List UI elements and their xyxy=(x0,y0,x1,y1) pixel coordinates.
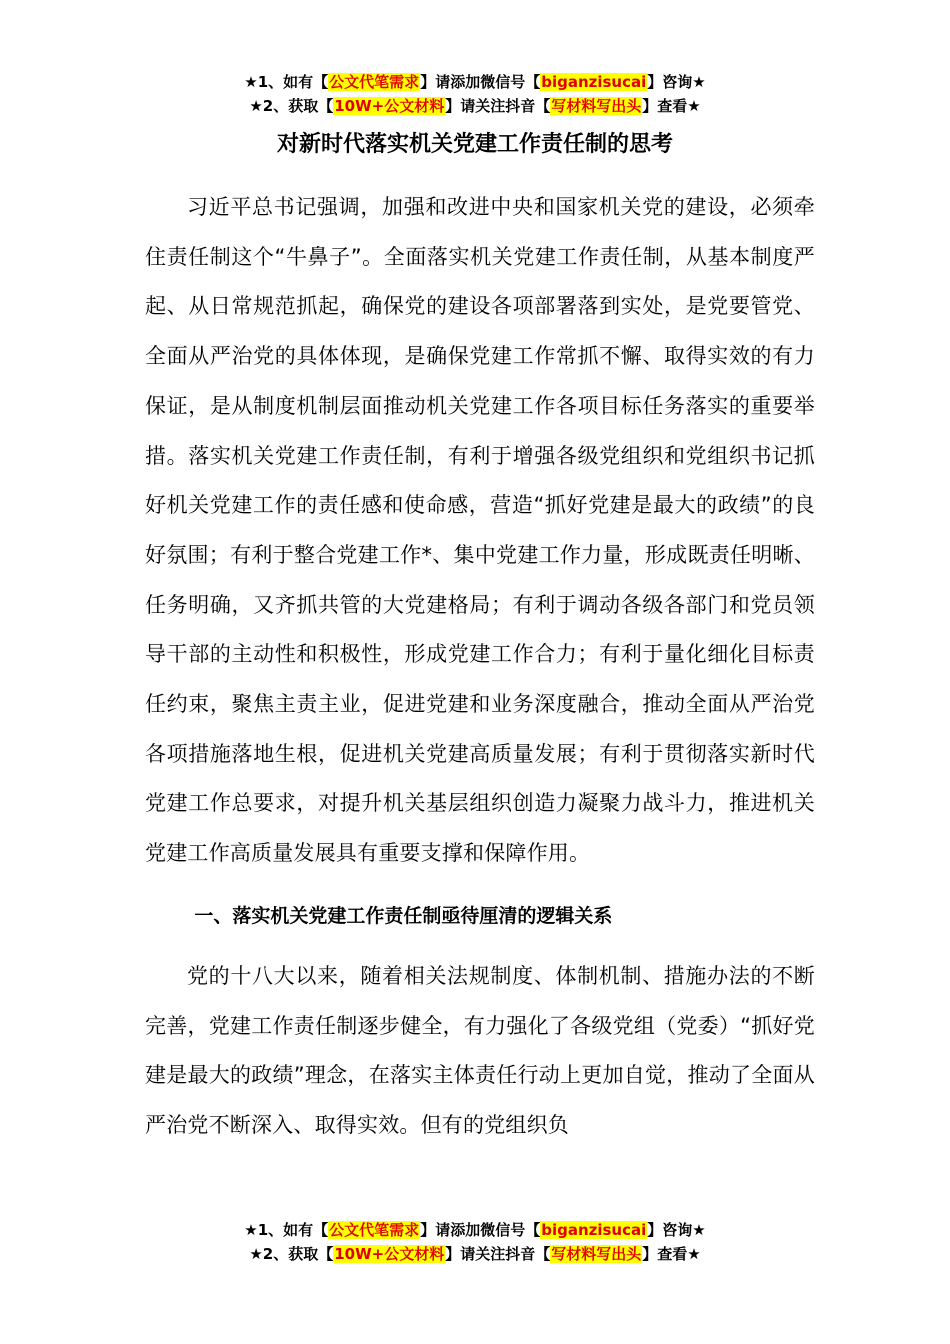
banner-line-2 xyxy=(0,94,950,118)
paragraph-intro: 习近平总书记强调，加强和改进中央和国家机关党的建设，必须牵住责任制这个“牛鼻子”。全面落实机关党建工作责任制，从基本制度严起、从日常规范抓起，确保党的建设各项部署落到实处，是党要管党、全面从严治党的具体体现，是确保党建工作常抓不懈、取得实效的有力保证，是从制度机制层面推动机关党建工作各项目标任务落实的重要举措。落实机关党建工作责任制，有利于增强各级党组织和党组织书记抓好机关党建工作的责任感和使命感，营造“抓好党建是最大的政绩”的良好氛围；有利于整合党建工作*、集中党建工作力量，形成既责任明晰、任务明确，又齐抓共管的大党建格局；有利于调动各级各部门和党员领导干部的主动性和积极性，形成党建工作合力；有利于量化细化目标责任约束，聚焦主责主业，促进党建和业务深度融合，推动全面从严治党各项措施落地生根，促进机关党建高质量发展；有利于贯彻落实新时代党建工作总要求，对提升机关基层组织创造力凝聚力战斗力，推进机关党建工作高质量发展具有重要支撑和保障作用。 xyxy=(145,195,815,866)
banner-line-1 xyxy=(0,1218,950,1242)
banner-text: 】咨询★ xyxy=(647,1221,706,1239)
banner-text: 】查看★ xyxy=(642,97,701,115)
footer-banner xyxy=(0,1218,950,1266)
paragraph-section-1: 党的十八大以来，随着相关法规制度、体制机制、措施办法的不断完善，党建工作责任制逐步健全，有力强化了各级党组（党委）“抓好党建是最大的政绩”理念，在落实主体责任行动上更加自觉，推动了全面从严治党不断深入、取得实效。但有的党组织负 xyxy=(145,963,815,1137)
banner-text: 】查看★ xyxy=(642,1245,701,1263)
banner-line-2 xyxy=(0,1242,950,1266)
highlight-douyin-id: 写材料写出头 xyxy=(551,97,642,115)
highlight-text: 10W+公文材料 xyxy=(334,97,445,115)
banner-text: 】请添加微信号【 xyxy=(420,1221,541,1239)
highlight-text: 10W+公文材料 xyxy=(334,1245,445,1263)
highlight-text: 公文代笔需求 xyxy=(329,73,420,91)
highlight-text: 公文代笔需求 xyxy=(329,1221,420,1239)
document-title: 对新时代落实机关党建工作责任制的思考 xyxy=(276,132,673,157)
highlight-wechat-id: biganzisucai xyxy=(541,1221,647,1239)
banner-text: 】请关注抖音【 xyxy=(445,97,551,115)
highlight-wechat-id: biganzisucai xyxy=(541,73,647,91)
banner-text: 】请添加微信号【 xyxy=(420,73,541,91)
banner-text: ★1、如有【 xyxy=(244,73,329,91)
banner-text: ★2、获取【 xyxy=(249,97,334,115)
banner-text: 】咨询★ xyxy=(647,73,706,91)
banner-text: 】请关注抖音【 xyxy=(445,1245,551,1263)
header-banner xyxy=(0,70,950,118)
banner-text: ★1、如有【 xyxy=(244,1221,329,1239)
section-heading-1: 一、落实机关党建工作责任制亟待厘清的逻辑关系 xyxy=(194,904,613,927)
highlight-douyin-id: 写材料写出头 xyxy=(551,1245,642,1263)
banner-line-1 xyxy=(0,70,950,94)
document-body xyxy=(145,183,815,1151)
banner-text: ★2、获取【 xyxy=(249,1245,334,1263)
